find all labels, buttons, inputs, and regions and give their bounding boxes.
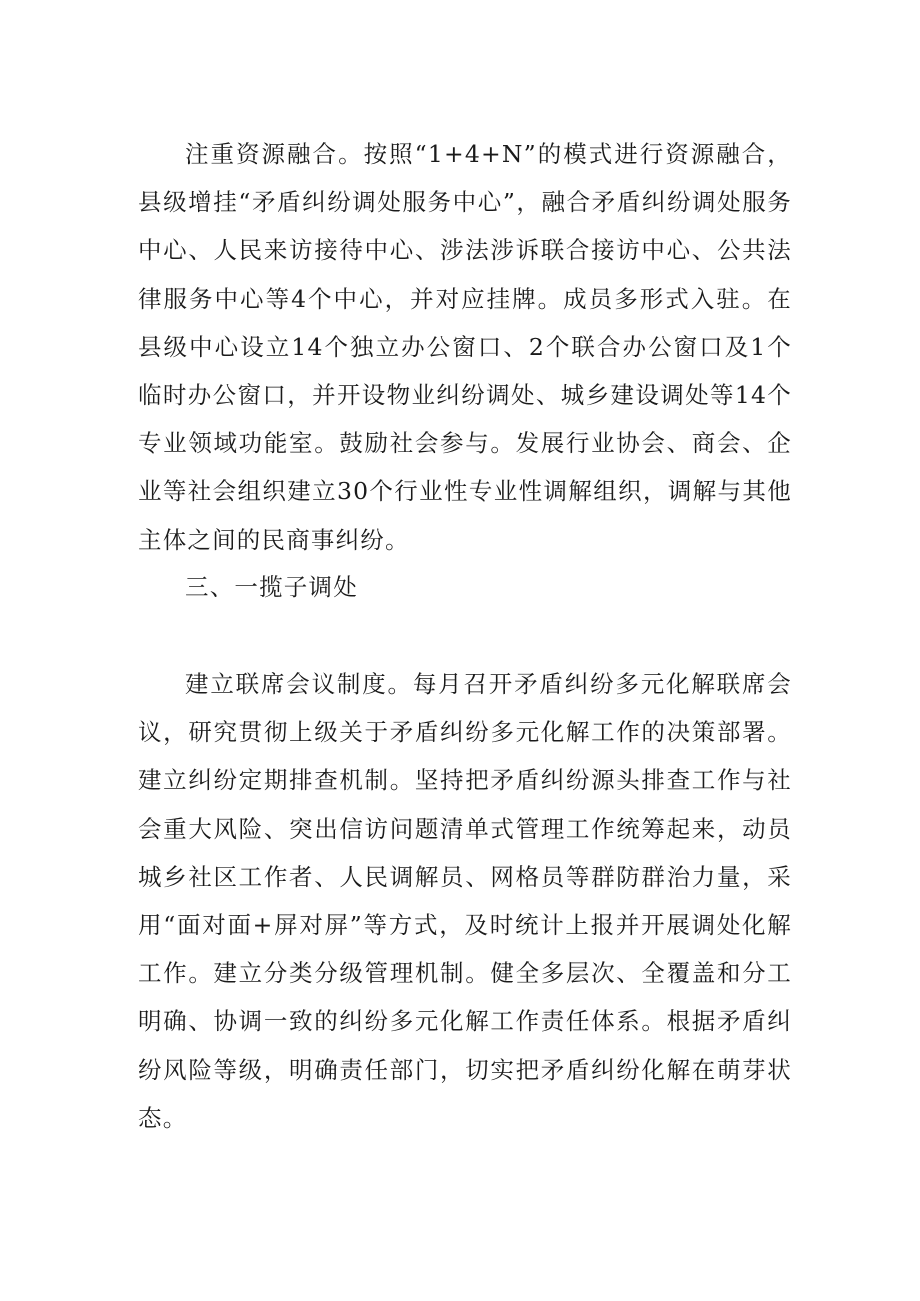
paragraph-joint-meeting-system: 建立联席会议制度。每月召开矛盾纠纷多元化解联席会议，研究贯彻上级关于矛盾纠纷多元化解工作的决策部署。建立纠纷定期排查机制。坚持把矛盾纠纷源头排查工作与社会重大风险、突出信访问题清单式管理工作统筹起来，动员城乡社区工作者、人民调解员、网格员等群防群治力量，采用“面对面+屏对屏”等方式，及时统计上报并开展调处化解工作。建立分类分级管理机制。健全多层次、全覆盖和分工明确、协调一致的纠纷多元化解工作责任体系。根据矛盾纠纷风险等级，明确责任部门，切实把矛盾纠纷化解在萌芽状态。	[138, 670, 792, 1132]
paragraph-resource-integration: 注重资源融合。按照“1+4+N”的模式进行资源融合，县级增挂“矛盾纠纷调处服务中心”，融合矛盾纠纷调处服务中心、人民来访接待中心、涉法涉诉联合接访中心、公共法律服务中心等4个中心，并对应挂牌。成员多形式入驻。在县级中心设立14个独立办公窗口、2个联合办公窗口及1个临时办公窗口，并开设物业纠纷调处、城乡建设调处等14个专业领域功能室。鼓励社会参与。发展行业协会、商会、企业等社会组织建立30个行业性专业性调解组织，调解与其他主体之间的民商事纠纷。	[138, 140, 792, 554]
section-heading: 三、一揽子调处	[185, 573, 358, 601]
